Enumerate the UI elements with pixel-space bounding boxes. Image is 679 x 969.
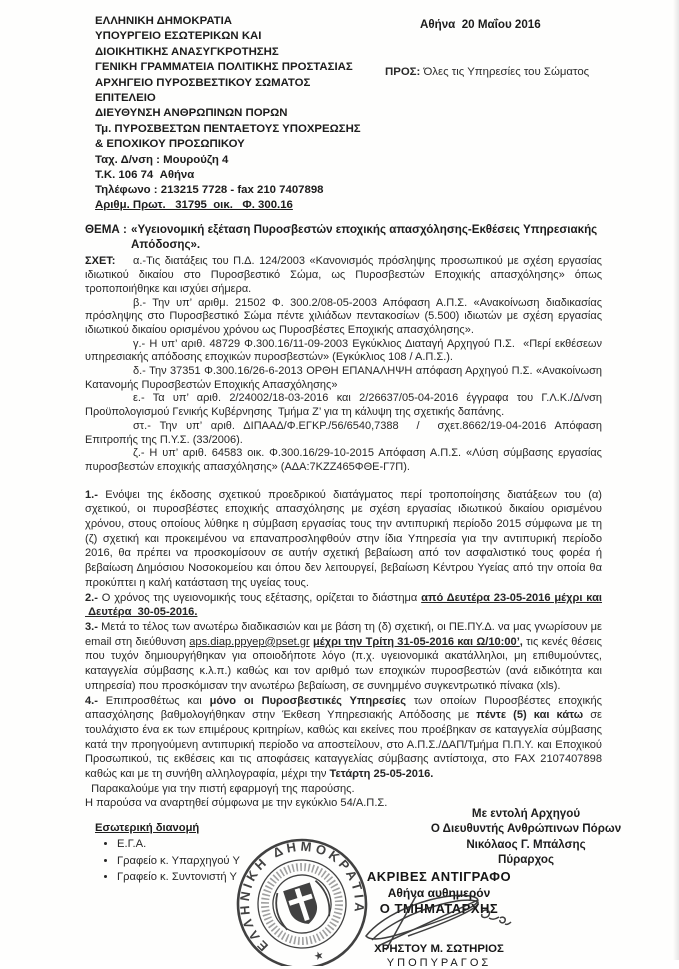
references-list [85, 255, 602, 474]
agency-line: Τμ. ΠΥΡΟΣΒΕΣΤΩΝ ΠΕΝΤΑΕΤΟΥΣ ΥΠΟΧΡΕΩΣΗΣ [95, 122, 361, 135]
reference-item: β.- Την υπ’ αριθμ. 21502 Φ. 300.2/08-05-2003 Απόφαση Α.Π.Σ. «Ανακοίνωση διαδικασίας πρόσληψης στο Πυροσβεστικό Σώμα πέντε χιλιάδων πεντακοσίων (5.500) ιδιωτών με σχέση εργασίας ιδιωτικού δικαίου ορισμένου χρόνου ως Πυροσβέστες Εποχικής απασχόλησης». [85, 296, 602, 336]
agency-line: Τ.Κ. 106 74 Αθήνα [95, 169, 195, 182]
subject-label: ΘΕΜΑ : [85, 223, 127, 236]
reference-item: γ.- Η υπ’ αριθ. 48729 Φ.300.16/11-09-2003 Εγκύκλιος Διαταγή Αρχηγού Π.Σ. «Περί εκθέσεων υπηρεσιακής απόδοσης εποχικών πυροσβεστών» (Εγκύκλιος 108 / Α.Π.Σ.). [85, 337, 602, 364]
reference-item: ε.- Τα υπ’ αριθ. 2/24002/18-03-2016 και 2/26637/05-04-2016 έγγραφα του Γ.Λ.Κ./Δ/νση Προϋπολογισμού Γενικής Κυβέρνησης Τμήμα Ζ’ για τη κάλυψη της σχετικής δαπάνης. [85, 392, 602, 419]
subject-line [85, 222, 602, 252]
distribution-item: • Γραφείο κ. Υπαρχηγού Υ [117, 855, 240, 869]
distribution-heading: Εσωτερική διανομή [95, 822, 200, 834]
handwritten-signature [352, 888, 522, 958]
agency-line: Τηλέφωνο : 213215 7728 - fax 210 7407898 [95, 184, 324, 197]
protocol-number-line: Αριθμ. Πρωτ. 31795 οικ. Φ. 300.16 [95, 199, 293, 211]
certify-line: ΑΚΡΙΒΕΣ ΑΝΤΙΓΡΑΦΟ [366, 869, 512, 884]
agency-line: ΕΛΛΗΝΙΚΗ ΔΗΜΟΚΡΑΤΙΑ [95, 15, 232, 27]
agency-line: ΓΕΝΙΚΗ ΓΡΑΜΜΑΤΕΙΑ ΠΟΛΙΤΙΚΗΣ ΠΡΟΣΤΑΣΙΑΣ [95, 61, 353, 74]
body-paragraph: Παρακαλούμε για την πιστή εφαρμογή της παρούσης. [85, 782, 355, 795]
seal-ring-text: ΕΛΛΗΝΙΚΗ ΔΗΜΟΚΡΑΤΙΑ [236, 838, 368, 955]
reference-item: α.-Τις διατάξεις του Π.Δ. 124/2003 «Κανονισμός πρόσληψης προσωπικού με σχέση εργασίας ιδιωτικού δικαίου στο Πυροσβεστικό Σώμα, ως Πυροσβεστών Εποχικής απασχόλησης» όπως τροποποιήθηκε και ισχύει σήμερα. [85, 255, 602, 295]
subject-text: «Υγειονομική εξέταση Πυροσβεστών εποχικής απασχόλησης-Εκθέσεις Υπηρεσιακής Απόδοσης». [131, 223, 598, 252]
body-paragraph: Η παρούσα να αναρτηθεί σύμφωνα με την εγκύκλιο 54/Α.Π.Σ. [85, 797, 388, 810]
body-paragraph: 4.- Επιπροσθέτως και μόνο οι Πυροσβεστικές Υπηρεσίες των οποίων Πυροσβέστες εποχικής απασχόλησης βαθμολογήθηκαν στην Έκθεση Υπηρεσιακής Απόδοσης με πέντε (5) και κάτω σε τουλάχιστο ένα εκ των επιμέρους κριτηρίων, καθώς και εκείνες που προέβηκαν σε καταγγελία σύμβασης κατά την προηγούμενη αντιπυρική περίοδο να αποστείλουν, στο Α.Π.Σ./ΔΑΠ/Τμήμα Π.Π.Υ. και Εποχικού Προσωπικού, τις εκθέσεις και τις αποφάσεις καταγγελίας σύμβασης αντίστοιχα, στο FAX 2107407898 καθώς και με τη συνήθη αλληλογραφία, μέχρι την Τετάρτη 25-05-2016. [85, 694, 603, 781]
internal-distribution [95, 822, 240, 888]
agency-header-block [95, 14, 395, 199]
agency-line: & ΕΠΟΧΙΚΟΥ ΠΡΟΣΩΠΙΚΟΥ [95, 138, 245, 151]
agency-line: ΔΙΟΙΚΗΤΙΚΗΣ ΑΝΑΣΥΓΚΡΟΤΗΣΗΣ [95, 45, 279, 58]
signature-line: Ο Διευθυντής Ανθρώπινων Πόρων [430, 822, 622, 836]
signature-block [392, 806, 660, 868]
certifier-name: ΧΡΗΣΤΟΥ Μ. ΣΩΤΗΡΙΟΣ [374, 943, 504, 955]
agency-line: ΥΠΟΥΡΓΕΙΟ ΕΣΩΤΕΡΙΚΩΝ ΚΑΙ [95, 30, 262, 43]
distribution-item: • Ε.Γ.Α. [117, 838, 240, 852]
body-paragraphs [85, 488, 602, 811]
recipient-label: ΠΡΟΣ: [385, 66, 421, 78]
distribution-item: • Γραφείο κ. Συντονιστή Υ [117, 871, 240, 885]
certify-line: Αθήνα αυθημερόν [387, 886, 491, 900]
date-line: Αθήνα 20 Μαΐου 2016 [420, 18, 541, 31]
scan-edge-artifact [673, 0, 679, 960]
certify-line: Ο ΤΜΗΜΑΤΑΡΧΗΣ [379, 901, 499, 916]
agency-line: ΕΠΙΤΕΛΕΙΟ [95, 92, 156, 105]
agency-line: Ταχ. Δ/νση : Μουρούζη 4 [95, 153, 229, 166]
distribution-list [95, 838, 240, 885]
certifier-rank: ΥΠΟΠΥΡΑΓΟΣ [386, 957, 492, 969]
references-block [85, 255, 602, 474]
agency-line: ΔΙΕΥΘΥΝΣΗ ΑΝΘΡΩΠΙΝΩΝ ΠΟΡΩΝ [95, 107, 288, 120]
signature-line: Νικόλαος Γ. Μπάλσης [466, 837, 586, 851]
star-icon: ★ [312, 949, 326, 964]
signature-line: Πύραρχος [498, 853, 554, 867]
reference-item: ζ.- Η υπ’ αριθ. 64583 οικ. Φ.300.16/29-10-2015 Απόφαση Α.Π.Σ. «Λύση σύμβασης εργασίας πυροσβεστών εποχικής απασχόλησης» (ΑΔΑ:7ΚΖΖ465ΦΘΕ-Γ7Π). [85, 447, 602, 473]
references-label: ΣΧΕΤ: [85, 255, 116, 268]
agency-line: ΑΡΧΗΓΕΙΟ ΠΥΡΟΣΒΕΣΤΙΚΟΥ ΣΩΜΑΤΟΣ [95, 76, 311, 89]
recipient-line [385, 66, 589, 78]
body-paragraph: 2.- Ο χρόνος της υγειονομικής τους εξέτασης, ορίζεται το διάστημα από Δευτέρα 23-05-2016 μέχρι και Δευτέρα 30-05-2016. [85, 591, 602, 619]
recipient-value: Όλες τις Υπηρεσίες του Σώματος [420, 66, 590, 78]
signature-line: Με εντολή Αρχηγού [471, 807, 581, 820]
body-paragraph: 1.- Ενόψει της έκδοσης σχετικού προεδρικού διατάγματος περί τροποποίησης διατάξεων του (α) σχετικού, οι πυροσβέστες εποχικής απασχόλησης με σχέση εργασίας ιδιωτικού δικαίου ορισμένου χρόνου, στους οποίους λύθηκε η σύμβαση εργασίας τους την αντιπυρική περίοδο 2015 σύμφωνα με τη (ζ) σχετική και προκειμένου να επαναπροσληφθούν στην ίδια Υπηρεσία για την αντιπυρική περίοδο 2016, θα πρέπει να προσκομίσουν σε αυτήν σχετική βεβαίωση από τον ασφαλιστικό τους φορέα ή βεβαίωση Δημόσιου Νοσοκομείου και όπου δεν λειτουργεί, βεβαίωση Κέντρου Υγείας από την οποία θα προκύπτει η καλή κατάσταση της υγείας τους. [85, 488, 602, 589]
reference-item: στ.- Την υπ’ αριθ. ΔΙΠΑΑΔ/Φ.ΕΓΚΡ./56/6540,7388 / σχετ.8662/19-04-2016 Απόφαση Επιτροπής της Π.Υ.Σ. (33/2006). [85, 419, 602, 446]
document-body [85, 222, 602, 811]
body-paragraph: 3.- Μετά το τέλος των ανωτέρω διαδικασιών και με βάση τη (δ) σχετική, οι ΠΕ.ΠΥ.Δ. να μας γνωρίσουν με email στη διεύθυνση aps.diap.ppyep@pset.gr μέχρι την Τρίτη 31-05-2016 και Ω/10:00’, τις κενές θέσεις που τυχόν δημιουργήθηκαν για οποιοδήποτε λόγο (π.χ. υγειονομικά ακατάλληλοι, μη επιθυμούντες, καταγγελία σύμβασης κ.λ.π.) καθώς και τον αριθμό των εποχικών πυροσβεστών (ανά ειδικότητα και υπηρεσία) που προσκόμισαν την ανωτέρω βεβαίωση, σε συνημμένο συγκεντρωτικό πίνακα (xls). [85, 620, 602, 692]
reference-item: δ.- Την 37351 Φ.300.16/26-6-2013 ΟΡΘΗ ΕΠΑΝΑΛΗΨΗ απόφαση Αρχηγού Π.Σ. «Ανακοίνωση Κατανομής Πυροσβεστών Εποχικής Απασχόλησης» [85, 365, 602, 391]
